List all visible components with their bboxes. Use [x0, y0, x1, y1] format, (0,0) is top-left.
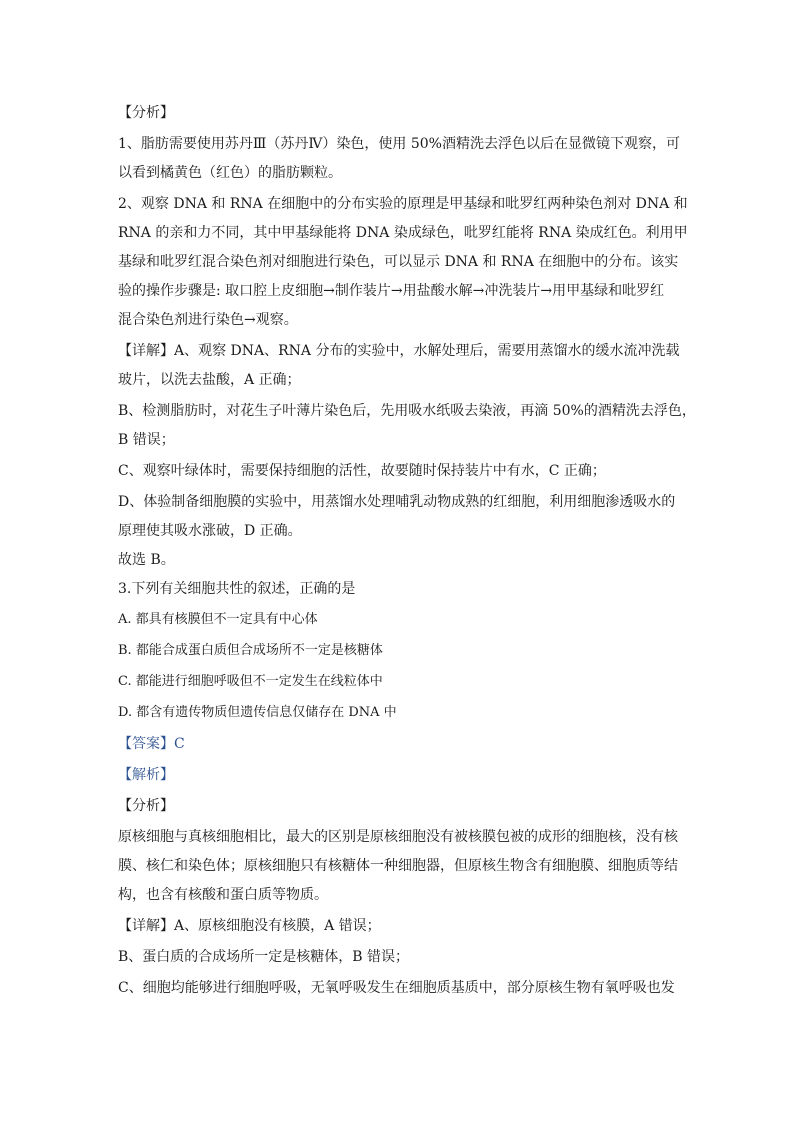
line-spacer — [118, 123, 678, 134]
text-line: 【详解】A、原核细胞没有核膜，A 错误； — [118, 918, 381, 934]
line-spacer — [118, 936, 678, 947]
line-spacer — [118, 816, 678, 827]
text-line: 1、脂肪需要使用苏丹Ⅲ（苏丹Ⅳ）染色，使用 50%酒精洗去浮色以后在显微镜下观察，可 — [118, 136, 680, 152]
text-line: 构，也含有核酸和蛋白质等物质。 — [118, 887, 328, 903]
line-spacer — [118, 301, 678, 310]
line-spacer — [118, 785, 678, 796]
line-spacer — [118, 876, 678, 885]
text-line: 【分析】 — [118, 798, 174, 814]
line-spacer — [118, 512, 678, 521]
text-line: 3.下列有关细胞共性的叙述，正确的是 — [118, 581, 356, 597]
text-line: 以看到橘黄色（红色）的脂肪颗粒。 — [118, 165, 342, 181]
text-line: D. 都含有遗传物质但遗传信息仅储存在 DNA 中 — [118, 705, 397, 720]
line-spacer — [118, 630, 678, 641]
line-spacer — [118, 570, 678, 579]
text-line: C. 都能进行细胞呼吸但不一定发生在线粒体中 — [118, 674, 383, 689]
line-spacer — [118, 361, 678, 370]
text-line: 玻片，以洗去盐酸，A 正确； — [118, 372, 301, 388]
text-line: 【解析】 — [118, 767, 174, 783]
line-spacer — [118, 599, 678, 610]
document-page — [118, 103, 696, 998]
text-line: 【详解】A、观察 DNA、RNA 分布的实验中，水解处理后，需要用蒸馏水的缓水流冲洗载 — [118, 343, 680, 359]
line-spacer — [118, 450, 678, 461]
text-line: 原核细胞与真核细胞相比，最大的区别是原核细胞没有被核膜包被的成形的细胞核，没有核 — [118, 829, 678, 845]
line-spacer — [118, 154, 678, 163]
text-line: 原理使其吸水涨破，D 正确。 — [118, 523, 302, 539]
line-spacer — [118, 905, 678, 916]
text-line: 2、观察 DNA 和 RNA 在细胞中的分布实验的原理是甲基绿和吡罗红两种染色剂对 DNA 和 — [118, 196, 688, 212]
text-line: RNA 的亲和力不同，其中甲基绿能将 DNA 染成绿色，吡罗红能将 RNA 染成红色。利用甲 — [118, 225, 688, 241]
line-spacer — [118, 481, 678, 492]
text-line: 【分析】 — [118, 105, 174, 121]
text-line: B. 都能合成蛋白质但合成场所不一定是核糖体 — [118, 643, 383, 658]
text-line: D、体验制备细胞膜的实验中，用蒸馏水处理哺乳动物成熟的红细胞，利用细胞渗透吸水的 — [118, 494, 676, 510]
text-line: 膜、核仁和染色体；原核细胞只有核糖体一种细胞器，但原核生物含有细胞膜、细胞质等结 — [118, 858, 678, 874]
text-line: A. 都具有核膜但不一定具有中心体 — [118, 612, 318, 627]
line-spacer — [118, 183, 678, 194]
line-spacer — [118, 541, 678, 550]
line-spacer — [118, 692, 678, 703]
line-spacer — [118, 967, 678, 978]
text-line: B 错误； — [118, 432, 175, 448]
text-line: 【答案】C — [118, 736, 185, 752]
text-line: 故选 B。 — [118, 552, 175, 568]
text-line: 验的操作步骤是: 取口腔上皮细胞→制作装片→用盐酸水解→冲洗装片→用甲基绿和吡罗红 — [118, 283, 665, 299]
text-line: 基绿和吡罗红混合染色剂对细胞进行染色，可以显示 DNA 和 RNA 在细胞中的分布。该实 — [118, 254, 679, 270]
text-line: C、细胞均能够进行细胞呼吸，无氧呼吸发生在细胞质基质中，部分原核生物有氧呼吸也发 — [118, 980, 675, 996]
line-spacer — [118, 847, 678, 856]
line-spacer — [118, 330, 678, 341]
line-spacer — [118, 390, 678, 401]
line-spacer — [118, 421, 678, 430]
text-line: B、蛋白质的合成场所一定是核糖体，B 错误； — [118, 949, 410, 965]
text-line: 混合染色剂进行染色→观察。 — [118, 312, 298, 328]
line-spacer — [118, 723, 678, 734]
text-line: C、观察叶绿体时，需要保持细胞的活性，故要随时保持装片中有水，C 正确； — [118, 463, 606, 479]
line-spacer — [118, 754, 678, 765]
line-spacer — [118, 243, 678, 252]
line-spacer — [118, 272, 678, 281]
text-line: B、检测脂肪时，对花生子叶薄片染色后，先用吸水纸吸去染液，再滴 50%的酒精洗去浮色， — [118, 403, 696, 419]
line-spacer — [118, 214, 678, 223]
line-spacer — [118, 661, 678, 672]
